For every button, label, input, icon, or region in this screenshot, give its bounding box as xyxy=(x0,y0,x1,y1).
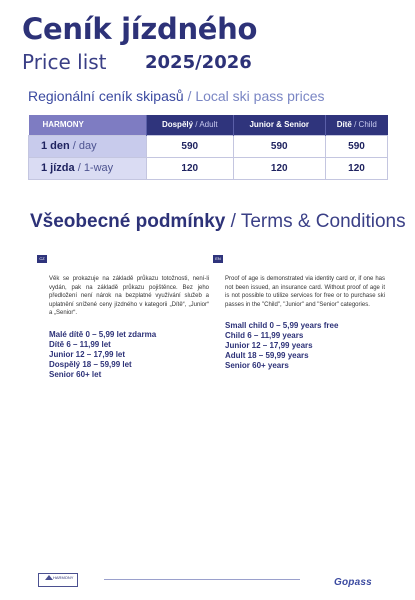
row-label-day: 1 den / day xyxy=(29,135,147,157)
column-header-adult: Dospělý / Adult xyxy=(147,115,234,135)
price-table xyxy=(28,115,388,180)
table-row xyxy=(29,135,388,157)
terms-heading xyxy=(30,211,406,233)
page-title: Ceník jízdného xyxy=(22,12,258,46)
resort-logo-text: HARMONY xyxy=(53,575,74,580)
row-label-cz: 1 den xyxy=(41,140,70,152)
heading-separator: / xyxy=(187,88,192,104)
list-item: Adult 18 – 59,99 years xyxy=(225,351,309,360)
row-label-en: day xyxy=(78,140,97,152)
terms-column-en xyxy=(225,275,385,371)
age-list-en xyxy=(225,321,385,371)
regional-prices-heading-en: Local ski pass prices xyxy=(195,88,325,104)
regional-prices-heading xyxy=(28,88,325,104)
resort-logo xyxy=(38,573,78,587)
column-header-adult-en: Adult xyxy=(199,120,218,130)
list-item: Senior 60+ years xyxy=(225,361,289,370)
list-item: Dospělý 18 – 59,99 let xyxy=(49,359,132,369)
column-header-junior-senior-cz: Junior & Senior xyxy=(249,120,310,130)
regional-prices-heading-cz: Regionální ceník skipasů xyxy=(28,88,184,104)
zone-label: HARMONY xyxy=(29,115,147,135)
list-item: Malé dítě 0 – 5,99 let zdarma xyxy=(49,329,157,339)
terms-heading-cz: Všeobecné podmínky xyxy=(30,211,226,232)
column-header-child: Dítě / Child xyxy=(326,115,388,135)
season-label: 2025/2026 xyxy=(145,52,252,73)
price-cell: 590 xyxy=(233,135,326,157)
terms-column-cz xyxy=(49,275,209,380)
mountain-icon xyxy=(45,575,53,580)
column-header-child-en: Child xyxy=(358,120,377,130)
list-item: Junior 12 – 17,99 let xyxy=(49,349,126,359)
footer-divider xyxy=(104,579,300,580)
price-table-header xyxy=(29,115,388,135)
age-list-cz xyxy=(49,330,209,380)
lang-badge-en: EN xyxy=(213,255,223,263)
column-header-child-cz: Dítě xyxy=(336,120,352,130)
page-subtitle: Price list xyxy=(22,50,107,74)
list-item: Senior 60+ let xyxy=(49,369,102,379)
gopass-logo: Gopass xyxy=(334,577,372,588)
price-cell: 120 xyxy=(326,157,388,179)
list-item: Child 6 – 11,99 years xyxy=(225,331,304,340)
row-label-cz: 1 jízda xyxy=(41,162,75,174)
terms-heading-en: Terms & Conditions xyxy=(240,211,406,232)
price-cell: 120 xyxy=(233,157,326,179)
lang-badge-cz: CZ xyxy=(37,255,47,263)
table-row xyxy=(29,157,388,179)
price-cell: 590 xyxy=(147,135,234,157)
terms-heading-separator: / xyxy=(230,211,236,232)
row-label-ride: 1 jízda / 1-way xyxy=(29,157,147,179)
price-cell: 120 xyxy=(147,157,234,179)
column-header-adult-cz: Dospělý xyxy=(161,120,194,130)
terms-intro-cz: Věk se prokazuje na základě průkazu totožnosti, není-li vydán, pak na základě průkazu pojištěnce. Bez jeho předložení není nárok na bezplatné využívání služeb a uplatnění snížené ceny jízdného v kategorii „Dítě“, „Junior“ a „Senior“. xyxy=(49,276,209,316)
terms-intro-en: Proof of age is demonstrated via identity card or, if one has not been issued, an insurance card. Without proof of age it is not possible to utilize services for free or to purchase ski passes in the "Child", "Junior" and "Senior" categories. xyxy=(225,276,385,308)
price-cell: 590 xyxy=(326,135,388,157)
column-header-junior-senior xyxy=(233,115,326,135)
list-item: Dítě 6 – 11,99 let xyxy=(49,339,111,349)
list-item: Small child 0 – 5,99 years free xyxy=(225,321,339,330)
row-label-en: 1-way xyxy=(83,162,114,174)
list-item: Junior 12 – 17,99 years xyxy=(225,341,313,350)
